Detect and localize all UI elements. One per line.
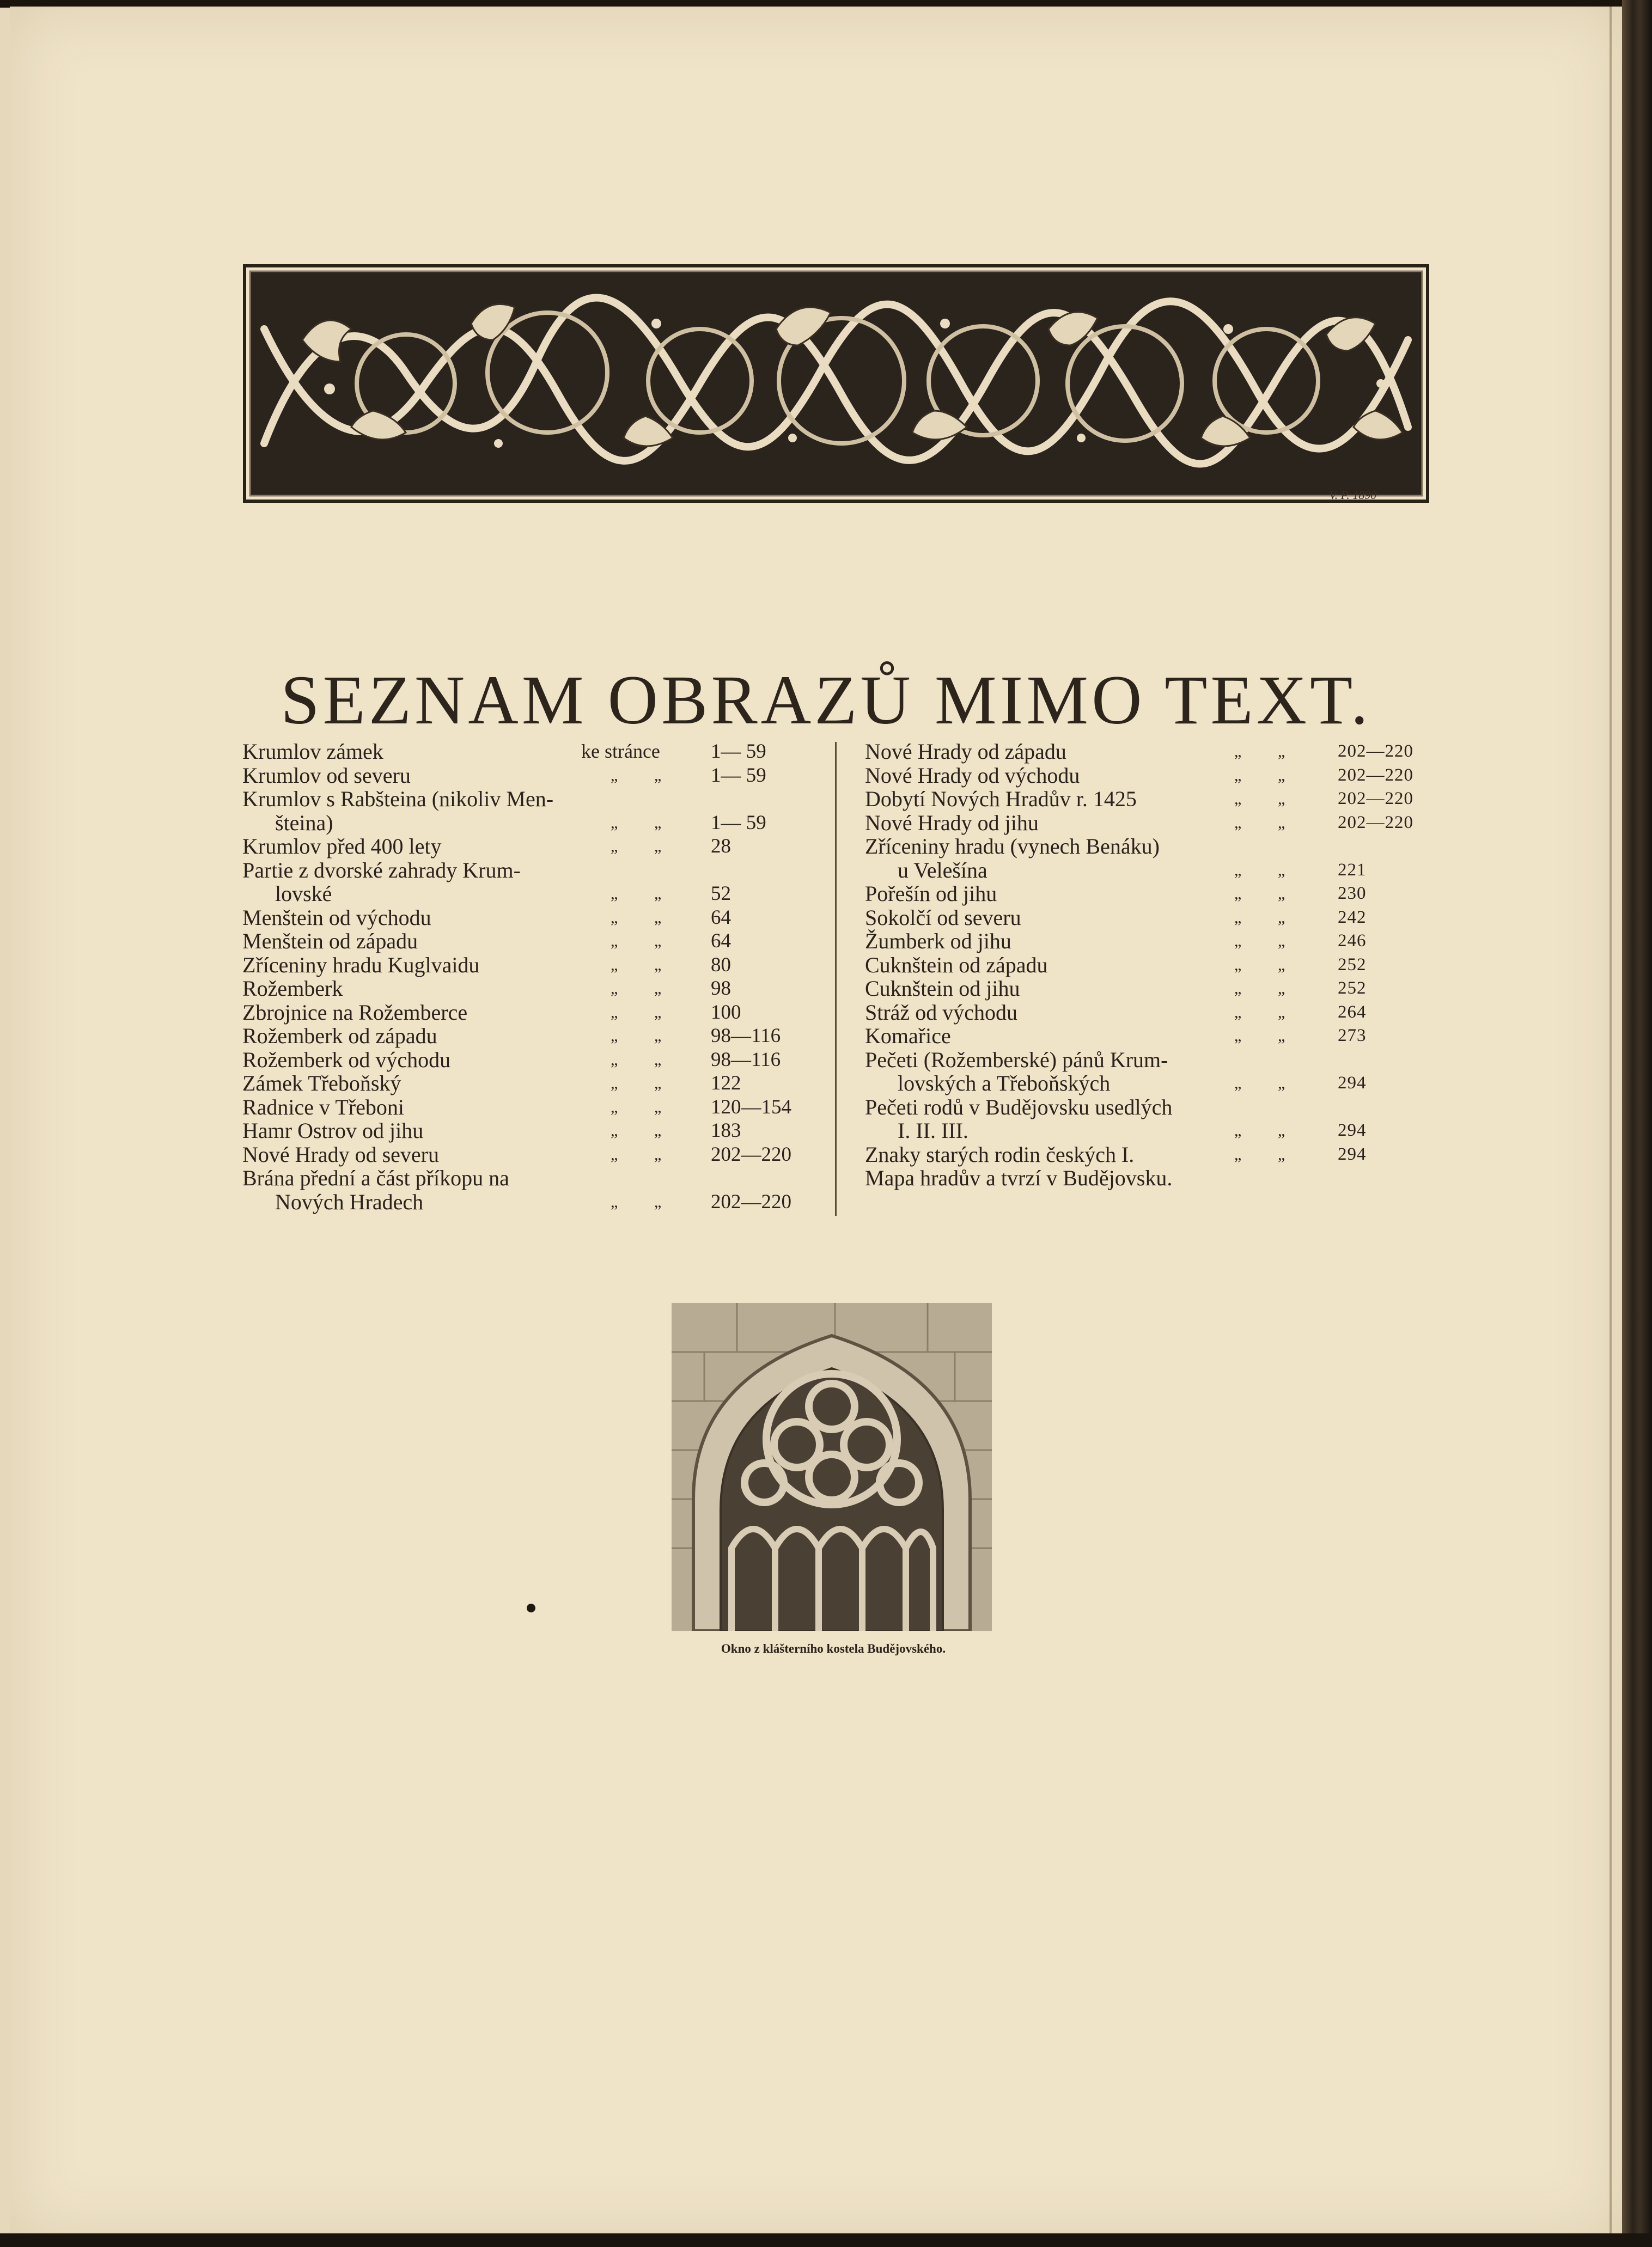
item-title: Cuknštein od západu [865,952,1048,977]
ditto-mark: „ [1234,1074,1242,1092]
ditto-mark: „ [611,955,618,974]
ditto-mark: „ [1278,790,1285,808]
item-title: Nových Hradech [275,1189,424,1214]
item-title: Partie z dvorské zahrady Krum- [242,857,521,882]
ditto-mark: „ [654,1122,662,1140]
page-number: 80 [711,953,731,976]
item-title: Krumlov od severu [242,763,411,788]
ditto-mark: „ [654,908,662,927]
ditto-mark: „ [611,1098,618,1116]
page-number: 230 [1338,884,1367,903]
list-item [242,906,820,930]
list-item [242,1048,820,1072]
list-item [865,977,1442,1001]
page-number: 273 [1338,1026,1367,1045]
page-number: 28 [711,835,731,857]
ditto-mark: „ [654,1145,662,1164]
list-item [865,1048,1442,1072]
ditto-mark: „ [654,955,662,974]
list-item [242,835,820,858]
page-number: 64 [711,930,731,952]
page-number: 202—220 [1338,812,1413,832]
item-title: Krumlov před 400 lety [242,834,442,858]
page-number: 252 [1338,978,1367,998]
page-title: SEZNAM OBRAZŮ MIMO TEXT. [281,661,1371,739]
ditto-mark: „ [611,1050,618,1069]
list-item [865,953,1442,977]
item-title: Krumlov zámek [242,739,383,764]
list-item [865,811,1442,835]
item-title: Žumberk od jihu [865,929,1011,953]
ditto-mark: „ [611,813,618,832]
item-title: I. II. III. [898,1118,968,1143]
gothic-window-illustration [672,1303,992,1631]
item-title: Pečeti rodů v Budějovsku usedlých [865,1094,1173,1119]
item-title: Krumlov s Rabšteina (nikoliv Men- [242,787,554,811]
ditto-mark: „ [1278,979,1285,997]
item-title: Rožemberk od východu [242,1047,451,1072]
item-title: Dobytí Nových Hradův r. 1425 [865,787,1137,811]
ditto-mark: „ [611,979,618,997]
list-item [242,787,820,811]
ditto-mark: „ [654,766,662,784]
ditto-mark: „ [654,813,662,832]
ditto-mark: „ [611,1145,618,1164]
page-bottom-edge [0,2233,1652,2247]
ditto-mark: „ [654,1050,662,1069]
ditto-mark: „ [1234,790,1242,808]
ditto-mark: „ [654,1192,662,1211]
ditto-mark: „ [654,1027,662,1045]
page-number: 64 [711,906,731,929]
ditto-mark: „ [1234,932,1242,950]
item-title: Hamr Ostrov od jihu [242,1118,424,1143]
ditto-mark: „ [1278,1003,1285,1021]
item-title: Pořešín od jihu [865,881,997,906]
ditto-mark: „ [1234,766,1242,784]
ornamental-header-band [242,264,1430,503]
item-title: u Velešína [898,857,987,882]
ditto-mark: „ [611,885,618,903]
list-item [242,740,820,764]
item-title: šteina) [275,810,333,835]
list-item [242,1001,820,1025]
list-item [242,858,820,882]
list-item [865,1166,1442,1190]
list-item [865,740,1442,764]
list-item [242,1143,820,1167]
item-title: Brána přední a část příkopu na [242,1166,509,1190]
list-item [242,1119,820,1143]
list-item [865,929,1442,953]
page-number: 98—116 [711,1025,781,1047]
ditto-mark: „ [1234,1122,1242,1140]
item-title: Nové Hrady od východu [865,763,1080,788]
list-item [242,1166,820,1190]
ditto-mark: „ [1278,861,1285,879]
ditto-mark: „ [1234,1027,1242,1045]
ditto-mark: „ [611,1074,618,1092]
page-fold [1610,7,1612,2234]
item-title: Nové Hrady od západu [865,739,1066,764]
page-number: 294 [1338,1073,1367,1093]
item-title: Mapa hradův a tvrzí v Budějovsku. [865,1166,1173,1190]
ditto-mark: „ [1234,861,1242,879]
ditto-mark: „ [611,837,618,855]
item-title: Radnice v Třeboni [242,1094,404,1119]
item-title: Sokolčí od severu [865,905,1021,930]
item-title: Nové Hrady od jihu [865,810,1039,835]
page-number: 221 [1338,860,1367,880]
page-number: 294 [1338,1121,1367,1140]
list-item [865,1143,1442,1167]
ditto-mark: „ [1278,885,1285,903]
list-item [865,787,1442,811]
item-title: Zříceniny hradu Kuglvaidu [242,952,480,977]
ditto-mark: „ [654,1098,662,1116]
list-item [242,1024,820,1048]
column-divider [835,742,837,1216]
list-item [242,1095,820,1119]
ditto-mark: „ [1278,908,1285,927]
ditto-mark: „ [1278,1074,1285,1092]
page-number: 202—220 [711,1143,791,1166]
ditto-mark: „ [1278,766,1285,784]
item-title: Rožemberk od západu [242,1024,437,1048]
item-title: Cuknštein od jihu [865,976,1020,1001]
page-number: 98 [711,977,731,1000]
ditto-mark: „ [1234,1003,1242,1021]
ditto-mark: „ [1234,908,1242,927]
page-number: 202—220 [1338,789,1413,808]
list-item [242,1190,820,1214]
list-item [242,1071,820,1095]
page-number: 52 [711,882,731,905]
ditto-mark: „ [1278,1145,1285,1164]
page-number: 100 [711,1001,741,1024]
item-title: Komařice [865,1024,951,1048]
list-item [865,1001,1442,1025]
right-column-list [865,740,1442,1190]
interlace-ornament-icon [242,264,1430,503]
page-number: 1— 59 [711,740,766,763]
list-item [242,764,820,788]
list-item [865,1071,1442,1095]
list-item [242,953,820,977]
ditto-mark: „ [654,885,662,903]
list-item [865,858,1442,882]
list-item [865,882,1442,906]
item-title: Znaky starých rodin českých I. [865,1142,1135,1167]
item-title: Rožemberk [242,976,343,1001]
gothic-window-icon [672,1303,992,1631]
ditto-mark: „ [1234,955,1242,974]
page-number: 294 [1338,1144,1367,1164]
page-number: 98—116 [711,1048,781,1071]
ditto-mark: „ [654,837,662,855]
list-item [865,1095,1442,1119]
ink-dot [527,1604,535,1612]
book-spine-edge [1622,0,1652,2247]
item-title: Menštein od východu [242,905,431,930]
ditto-mark: „ [611,1192,618,1211]
ditto-mark: „ [1278,1122,1285,1140]
page-number: 120—154 [711,1095,791,1118]
ditto-mark: „ [1278,742,1285,760]
item-title: Zříceniny hradu (vynech Benáku) [865,834,1160,858]
ditto-mark: „ [1234,742,1242,760]
page-number: 202—220 [1338,765,1413,785]
page-reference-label: ke stránce [581,740,660,762]
ditto-mark: „ [611,1122,618,1140]
ditto-mark: „ [611,908,618,927]
list-item [242,977,820,1001]
ditto-mark: „ [611,1027,618,1045]
item-title: lovských a Třeboňských [898,1071,1111,1095]
list-item [865,1119,1442,1143]
ditto-mark: „ [654,932,662,950]
page-number: 183 [711,1119,741,1142]
list-item [865,764,1442,788]
ditto-mark: „ [654,1003,662,1021]
page-number: 1— 59 [711,811,766,834]
list-item [242,811,820,835]
ditto-mark: „ [611,766,618,784]
ditto-mark: „ [1278,813,1285,832]
page-number: 1— 59 [711,764,766,787]
ditto-mark: „ [1278,955,1285,974]
list-item [865,835,1442,858]
ditto-mark: „ [611,932,618,950]
item-title: lovské [275,881,332,906]
item-title: Stráž od východu [865,1000,1017,1025]
item-title: Zámek Třeboňský [242,1071,401,1095]
ditto-mark: „ [1234,1145,1242,1164]
page-number: 264 [1338,1002,1367,1022]
left-column-list [242,740,820,1214]
page-number: 246 [1338,931,1367,951]
ditto-mark: „ [654,1074,662,1092]
page-number: 122 [711,1072,741,1094]
ditto-mark: „ [1278,1027,1285,1045]
ditto-mark: „ [654,979,662,997]
page-number: 202—220 [711,1190,791,1213]
item-title: Nové Hrady od severu [242,1142,439,1167]
engraver-mark: V. P. 1890 [1329,488,1377,502]
ditto-mark: „ [611,1003,618,1021]
ditto-mark: „ [1234,979,1242,997]
item-title: Zbrojnice na Rožemberce [242,1000,468,1025]
ditto-mark: „ [1234,813,1242,832]
ditto-mark: „ [1234,885,1242,903]
figure-caption: Okno z klášterního kostela Budějovského. [721,1642,946,1655]
page-number: 202—220 [1338,741,1413,761]
ditto-mark: „ [1278,932,1285,950]
list-item [242,882,820,906]
list-item [242,929,820,953]
list-item [865,1024,1442,1048]
item-title: Menštein od západu [242,929,418,953]
item-title: Pečeti (Rožemberské) pánů Krum- [865,1047,1168,1072]
page-number: 252 [1338,954,1367,975]
list-item [865,906,1442,930]
page-number: 242 [1338,907,1367,927]
